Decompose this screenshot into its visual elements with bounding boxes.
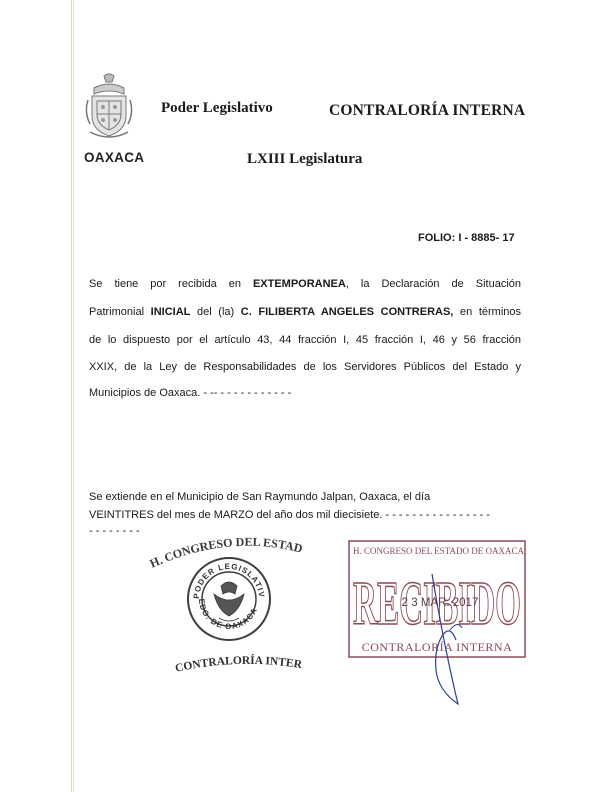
bold-span: EXTEMPORANEA [252, 278, 346, 290]
margin-line-yellow [73, 0, 74, 792]
folio-number: FOLIO: I - 8885- 17 [418, 232, 515, 244]
text-span: en términos [453, 306, 522, 318]
closing-line-3: - - - - - - - - [89, 525, 140, 537]
bold-span: INICIAL [150, 306, 191, 318]
department-name: CONTRALORÍA INTERNA [329, 102, 526, 119]
state-label: OAXACA [84, 150, 145, 165]
text-span: Patrimonial [89, 306, 151, 318]
signature-mark [398, 570, 478, 710]
bold-span: C. FILIBERTA ANGELES CONTRERAS, [240, 306, 454, 318]
legislature-name: LXIII Legislatura [247, 151, 363, 167]
text-span: Se tiene por recibida en [89, 278, 253, 290]
seal-eagle-icon [214, 582, 244, 621]
institution-name: Poder Legislativo [161, 100, 273, 116]
body-line-5: Municipios de Oaxaca. - -- - - - - - - - - - - - [89, 387, 292, 399]
stamp-date: 2 3 MAR. 2017 [401, 597, 479, 609]
stamp-top-text: H. CONGRESO DEL ESTADO DE OAXACA [353, 546, 524, 556]
stamp-bottom-text: CONTRALORÍA INTERNA [361, 640, 513, 654]
closing-line-1: Se extiende en el Municipio de San Raymundo Jalpan, Oaxaca, el día [89, 491, 431, 503]
seal-ring-top-text: PODER LEGISLATIV [191, 561, 267, 600]
margin-line-green [71, 0, 72, 792]
body-line-1 [89, 277, 521, 291]
text-span: , la Declaración de Situación [345, 278, 521, 290]
seal-bottom-text: CONTRALORÍA INTER [174, 654, 303, 675]
stamp-big-word: RECIBIDO [353, 570, 521, 638]
seal-top-text: H. CONGRESO DEL ESTAD [148, 536, 305, 571]
body-line-4: XXIX, de la Ley de Responsabilidades de los Servidores Públicos del Estado y [89, 361, 521, 373]
body-line-2 [89, 305, 521, 319]
closing-line-2: VEINTITRES del mes de MARZO del año dos mil diecisiete. - - - - - - - - - - - - - - - - [89, 509, 490, 521]
text-span: del (la) [190, 306, 241, 318]
congress-seal [148, 536, 308, 686]
oaxaca-coat-of-arms-icon [84, 72, 134, 150]
body-line-3: de lo dispuesto por el artículo 43, 44 fracción I, 45 fracción I, 46 y 56 fracción [89, 334, 521, 346]
seal-ring-bottom-text: EDO. DE OAXACA [196, 598, 260, 632]
